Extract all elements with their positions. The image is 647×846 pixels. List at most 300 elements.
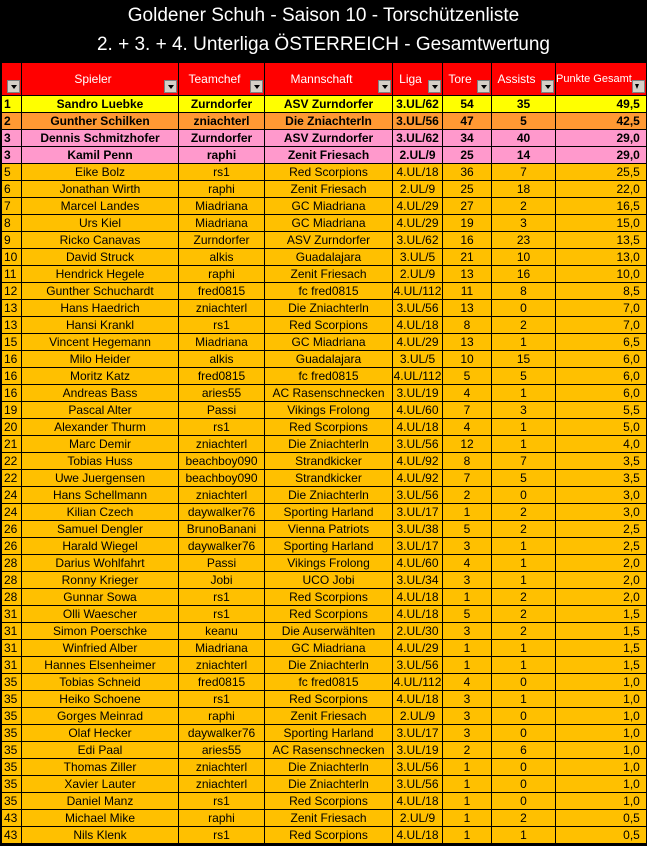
assists-cell: 23: [492, 232, 556, 249]
tore-cell: 1: [443, 657, 492, 674]
table-row: [2, 266, 647, 283]
tore-cell: 8: [443, 317, 492, 334]
assists-cell: 0: [492, 793, 556, 810]
mannschaft-cell: Red Scorpions: [265, 606, 393, 623]
spieler-cell: Heiko Schoene: [22, 691, 179, 708]
table-row: [2, 215, 647, 232]
punkte-cell: 1,5: [556, 623, 647, 640]
mannschaft-cell: Die Auserwählten: [265, 623, 393, 640]
spieler-cell: Nils Klenk: [22, 827, 179, 844]
mannschaft-cell: GC Miadriana: [265, 640, 393, 657]
rank-cell: 5: [2, 164, 22, 181]
punkte-cell: 3,0: [556, 487, 647, 504]
punkte-cell: 6,5: [556, 334, 647, 351]
punkte-cell: 2,0: [556, 555, 647, 572]
table-row: [2, 793, 647, 810]
liga-cell: 4.UL/18: [393, 691, 443, 708]
mannschaft-cell: Red Scorpions: [265, 419, 393, 436]
assists-cell: 1: [492, 334, 556, 351]
rank-cell: 43: [2, 810, 22, 827]
tore-cell: 4: [443, 555, 492, 572]
table-row: [2, 249, 647, 266]
rank-cell: 16: [2, 351, 22, 368]
assists-cell: 1: [492, 657, 556, 674]
teamchef-cell: beachboy090: [179, 470, 265, 487]
teamchef-cell: zniachterl: [179, 487, 265, 504]
mannschaft-cell: Zenit Friesach: [265, 147, 393, 164]
rank-cell: 35: [2, 776, 22, 793]
teamchef-cell: Passi: [179, 402, 265, 419]
mannschaft-cell: fc fred0815: [265, 368, 393, 385]
punkte-cell: 15,0: [556, 215, 647, 232]
table-row: [2, 385, 647, 402]
mannschaft-cell: Guadalajara: [265, 249, 393, 266]
rank-cell: 16: [2, 385, 22, 402]
tore-cell: 4: [443, 674, 492, 691]
liga-cell: 4.UL/18: [393, 827, 443, 844]
spieler-cell: Hans Haedrich: [22, 300, 179, 317]
rank-cell: 43: [2, 827, 22, 844]
rank-cell: 28: [2, 555, 22, 572]
spieler-cell: Hans Schellmann: [22, 487, 179, 504]
liga-cell: 4.UL/92: [393, 470, 443, 487]
teamchef-cell: zniachterl: [179, 759, 265, 776]
tore-cell: 3: [443, 708, 492, 725]
punkte-cell: 1,0: [556, 776, 647, 793]
table-row: [2, 96, 647, 113]
liga-cell: 3.UL/56: [393, 113, 443, 130]
liga-cell: 2.UL/30: [393, 623, 443, 640]
filter-dropdown-icon[interactable]: [541, 80, 554, 93]
assists-cell: 1: [492, 572, 556, 589]
assists-cell: 0: [492, 759, 556, 776]
mannschaft-cell: Zenit Friesach: [265, 181, 393, 198]
teamchef-cell: daywalker76: [179, 725, 265, 742]
mannschaft-cell: Red Scorpions: [265, 164, 393, 181]
header-mannschaft: Mannschaft: [265, 63, 393, 96]
tore-cell: 1: [443, 776, 492, 793]
tore-cell: 1: [443, 810, 492, 827]
tore-cell: 1: [443, 793, 492, 810]
teamchef-cell: raphi: [179, 810, 265, 827]
teamchef-cell: zniachterl: [179, 300, 265, 317]
rank-cell: 3: [2, 147, 22, 164]
mannschaft-cell: Vikings Frolong: [265, 555, 393, 572]
liga-cell: 4.UL/29: [393, 640, 443, 657]
rank-cell: 28: [2, 589, 22, 606]
rank-cell: 22: [2, 470, 22, 487]
teamchef-cell: raphi: [179, 147, 265, 164]
filter-dropdown-icon[interactable]: [477, 80, 490, 93]
spieler-cell: Kamil Penn: [22, 147, 179, 164]
liga-cell: 4.UL/60: [393, 402, 443, 419]
tore-cell: 19: [443, 215, 492, 232]
table-row: [2, 113, 647, 130]
table-row: [2, 827, 647, 844]
header-rank: [2, 63, 22, 96]
assists-cell: 0: [492, 776, 556, 793]
punkte-cell: 1,0: [556, 708, 647, 725]
assists-cell: 1: [492, 419, 556, 436]
liga-cell: 3.UL/62: [393, 130, 443, 147]
liga-cell: 4.UL/29: [393, 334, 443, 351]
mannschaft-cell: GC Miadriana: [265, 215, 393, 232]
assists-cell: 1: [492, 691, 556, 708]
mannschaft-cell: Guadalajara: [265, 351, 393, 368]
mannschaft-cell: Die Zniachterln: [265, 300, 393, 317]
table-row: [2, 606, 647, 623]
liga-cell: 3.UL/38: [393, 521, 443, 538]
mannschaft-cell: Sporting Harland: [265, 504, 393, 521]
mannschaft-cell: fc fred0815: [265, 674, 393, 691]
tore-cell: 1: [443, 589, 492, 606]
header-liga: Liga: [393, 63, 443, 96]
assists-cell: 0: [492, 725, 556, 742]
mannschaft-cell: AC Rasenschnecken: [265, 742, 393, 759]
punkte-cell: 2,5: [556, 538, 647, 555]
mannschaft-cell: fc fred0815: [265, 283, 393, 300]
assists-cell: 1: [492, 640, 556, 657]
mannschaft-cell: Zenit Friesach: [265, 708, 393, 725]
tore-cell: 7: [443, 402, 492, 419]
spieler-cell: Michael Mike: [22, 810, 179, 827]
rank-cell: 12: [2, 283, 22, 300]
filter-dropdown-icon[interactable]: [428, 80, 441, 93]
mannschaft-cell: UCO Jobi: [265, 572, 393, 589]
liga-cell: 4.UL/18: [393, 317, 443, 334]
filter-dropdown-icon[interactable]: [164, 80, 177, 93]
table-row: [2, 504, 647, 521]
assists-cell: 1: [492, 555, 556, 572]
teamchef-cell: daywalker76: [179, 538, 265, 555]
rank-cell: 35: [2, 674, 22, 691]
punkte-cell: 49,5: [556, 96, 647, 113]
punkte-cell: 29,0: [556, 130, 647, 147]
rank-cell: 31: [2, 640, 22, 657]
spieler-cell: Vincent Hegemann: [22, 334, 179, 351]
assists-cell: 2: [492, 589, 556, 606]
tore-cell: 2: [443, 742, 492, 759]
filter-dropdown-icon[interactable]: [378, 80, 391, 93]
teamchef-cell: Zurndorfer: [179, 232, 265, 249]
liga-cell: 3.UL/5: [393, 351, 443, 368]
tore-cell: 7: [443, 470, 492, 487]
assists-cell: 5: [492, 113, 556, 130]
rank-cell: 31: [2, 606, 22, 623]
table-row: [2, 351, 647, 368]
teamchef-cell: Miadriana: [179, 215, 265, 232]
table-row: [2, 555, 647, 572]
mannschaft-cell: Zenit Friesach: [265, 266, 393, 283]
assists-cell: 2: [492, 521, 556, 538]
table-row: [2, 334, 647, 351]
punkte-cell: 2,5: [556, 521, 647, 538]
mannschaft-cell: Strandkicker: [265, 453, 393, 470]
rank-cell: 19: [2, 402, 22, 419]
punkte-cell: 1,5: [556, 606, 647, 623]
table-row: [2, 657, 647, 674]
liga-cell: 3.UL/56: [393, 436, 443, 453]
table-row: [2, 453, 647, 470]
table-row: [2, 181, 647, 198]
assists-cell: 10: [492, 249, 556, 266]
assists-cell: 2: [492, 317, 556, 334]
teamchef-cell: Zurndorfer: [179, 130, 265, 147]
punkte-cell: 0,5: [556, 827, 647, 844]
rank-cell: 24: [2, 504, 22, 521]
punkte-cell: 2,0: [556, 589, 647, 606]
rank-cell: 15: [2, 334, 22, 351]
punkte-cell: 16,5: [556, 198, 647, 215]
liga-cell: 3.UL/19: [393, 385, 443, 402]
mannschaft-cell: Sporting Harland: [265, 538, 393, 555]
liga-cell: 3.UL/17: [393, 504, 443, 521]
punkte-cell: 1,5: [556, 640, 647, 657]
assists-cell: 35: [492, 96, 556, 113]
spieler-cell: Jonathan Wirth: [22, 181, 179, 198]
header-punkte-gesamt: Punkte Gesamt: [556, 63, 647, 96]
liga-cell: 3.UL/56: [393, 759, 443, 776]
mannschaft-cell: Vikings Frolong: [265, 402, 393, 419]
spieler-cell: Edi Paal: [22, 742, 179, 759]
liga-cell: 3.UL/34: [393, 572, 443, 589]
mannschaft-cell: Strandkicker: [265, 470, 393, 487]
rank-cell: 8: [2, 215, 22, 232]
spieler-cell: Moritz Katz: [22, 368, 179, 385]
punkte-cell: 8,5: [556, 283, 647, 300]
table-row: [2, 691, 647, 708]
assists-cell: 0: [492, 300, 556, 317]
mannschaft-cell: Die Zniachterln: [265, 487, 393, 504]
mannschaft-cell: Red Scorpions: [265, 691, 393, 708]
spieler-cell: Ricko Canavas: [22, 232, 179, 249]
liga-cell: 4.UL/112: [393, 284, 442, 298]
assists-cell: 2: [492, 810, 556, 827]
rank-cell: 35: [2, 742, 22, 759]
tore-cell: 1: [443, 759, 492, 776]
punkte-cell: 3,0: [556, 504, 647, 521]
assists-cell: 1: [492, 385, 556, 402]
punkte-cell: 1,0: [556, 674, 647, 691]
punkte-cell: 6,0: [556, 368, 647, 385]
spieler-cell: Eike Bolz: [22, 164, 179, 181]
tore-cell: 12: [443, 436, 492, 453]
mannschaft-cell: Vienna Patriots: [265, 521, 393, 538]
tore-cell: 13: [443, 266, 492, 283]
mannschaft-cell: ASV Zurndorfer: [265, 130, 393, 147]
spieler-cell: Urs Kiel: [22, 215, 179, 232]
punkte-cell: 6,0: [556, 385, 647, 402]
punkte-cell: 3,5: [556, 453, 647, 470]
spieler-cell: Andreas Bass: [22, 385, 179, 402]
assists-cell: 7: [492, 164, 556, 181]
punkte-cell: 25,5: [556, 164, 647, 181]
sort-descending-icon[interactable]: [632, 80, 645, 93]
rank-cell: 28: [2, 572, 22, 589]
teamchef-cell: daywalker76: [179, 504, 265, 521]
filter-dropdown-icon[interactable]: [7, 80, 20, 93]
punkte-cell: 5,5: [556, 402, 647, 419]
rank-cell: 22: [2, 453, 22, 470]
assists-cell: 1: [492, 538, 556, 555]
punkte-cell: 1,0: [556, 759, 647, 776]
table-row: [2, 283, 647, 300]
liga-cell: 3.UL/56: [393, 300, 443, 317]
spieler-cell: Hansi Krankl: [22, 317, 179, 334]
punkte-cell: 29,0: [556, 147, 647, 164]
teamchef-cell: zniachterl: [179, 436, 265, 453]
tore-cell: 4: [443, 419, 492, 436]
assists-cell: 3: [492, 215, 556, 232]
liga-cell: 2.UL/9: [393, 810, 443, 827]
tore-cell: 34: [443, 130, 492, 147]
assists-cell: 2: [492, 623, 556, 640]
rank-cell: 31: [2, 657, 22, 674]
rank-cell: 13: [2, 317, 22, 334]
tore-cell: 3: [443, 538, 492, 555]
liga-cell: 3.UL/62: [393, 232, 443, 249]
tore-cell: 27: [443, 198, 492, 215]
assists-cell: 8: [492, 283, 556, 300]
liga-cell: 4.UL/29: [393, 215, 443, 232]
spieler-cell: Hannes Elsenheimer: [22, 657, 179, 674]
assists-cell: 15: [492, 351, 556, 368]
assists-cell: 14: [492, 147, 556, 164]
spieler-cell: Olli Waescher: [22, 606, 179, 623]
liga-cell: 3.UL/19: [393, 742, 443, 759]
assists-cell: 18: [492, 181, 556, 198]
table-row: [2, 640, 647, 657]
tore-cell: 21: [443, 249, 492, 266]
tore-cell: 36: [443, 164, 492, 181]
spieler-cell: Tobias Schneid: [22, 674, 179, 691]
rank-cell: 24: [2, 487, 22, 504]
spieler-cell: Darius Wohlfahrt: [22, 555, 179, 572]
punkte-cell: 7,0: [556, 317, 647, 334]
table-row: [2, 130, 647, 147]
rank-cell: 35: [2, 759, 22, 776]
table-row: [2, 232, 647, 249]
rank-cell: 1: [2, 96, 22, 113]
punkte-cell: 10,0: [556, 266, 647, 283]
teamchef-cell: rs1: [179, 793, 265, 810]
liga-cell: 3.UL/5: [393, 249, 443, 266]
assists-cell: 40: [492, 130, 556, 147]
spieler-cell: Gunther Schilken: [22, 113, 179, 130]
header-row: [2, 63, 647, 96]
teamchef-cell: raphi: [179, 266, 265, 283]
header-assists: Assists: [492, 63, 556, 96]
mannschaft-cell: Die Zniachterln: [265, 759, 393, 776]
tore-cell: 47: [443, 113, 492, 130]
table-row: [2, 487, 647, 504]
rank-cell: 26: [2, 521, 22, 538]
liga-cell: 4.UL/112: [393, 675, 442, 689]
teamchef-cell: alkis: [179, 249, 265, 266]
punkte-cell: 1,0: [556, 793, 647, 810]
table-row: [2, 674, 647, 691]
tore-cell: 4: [443, 385, 492, 402]
table-row: [2, 300, 647, 317]
punkte-cell: 22,0: [556, 181, 647, 198]
scorer-table: [1, 62, 647, 844]
spieler-cell: Olaf Hecker: [22, 725, 179, 742]
table-row: [2, 402, 647, 419]
mannschaft-cell: Die Zniachterln: [265, 113, 393, 130]
spieler-cell: Daniel Manz: [22, 793, 179, 810]
teamchef-cell: fred0815: [179, 283, 265, 300]
table-row: [2, 623, 647, 640]
rank-cell: 31: [2, 623, 22, 640]
teamchef-cell: fred0815: [179, 674, 265, 691]
spieler-cell: Marc Demir: [22, 436, 179, 453]
teamchef-cell: alkis: [179, 351, 265, 368]
table-row: [2, 419, 647, 436]
assists-cell: 2: [492, 198, 556, 215]
punkte-cell: 7,0: [556, 300, 647, 317]
spieler-cell: Samuel Dengler: [22, 521, 179, 538]
punkte-cell: 13,0: [556, 249, 647, 266]
table-row: [2, 521, 647, 538]
spieler-cell: Pascal Alter: [22, 402, 179, 419]
assists-cell: 5: [492, 368, 556, 385]
rank-cell: 26: [2, 538, 22, 555]
teamchef-cell: zniachterl: [179, 113, 265, 130]
spieler-cell: Tobias Huss: [22, 453, 179, 470]
teamchef-cell: rs1: [179, 589, 265, 606]
table-row: [2, 776, 647, 793]
teamchef-cell: rs1: [179, 317, 265, 334]
spieler-cell: Harald Wiegel: [22, 538, 179, 555]
mannschaft-cell: Die Zniachterln: [265, 657, 393, 674]
assists-cell: 3: [492, 402, 556, 419]
teamchef-cell: Miadriana: [179, 640, 265, 657]
liga-cell: 2.UL/9: [393, 181, 443, 198]
teamchef-cell: BrunoBanani: [179, 521, 265, 538]
tore-cell: 3: [443, 725, 492, 742]
liga-cell: 4.UL/18: [393, 419, 443, 436]
rank-cell: 13: [2, 300, 22, 317]
table-row: [2, 147, 647, 164]
teamchef-cell: fred0815: [179, 368, 265, 385]
table-row: [2, 810, 647, 827]
punkte-cell: 13,5: [556, 232, 647, 249]
spieler-cell: Dennis Schmitzhofer: [22, 130, 179, 147]
teamchef-cell: Passi: [179, 555, 265, 572]
spieler-cell: Sandro Luebke: [22, 96, 179, 113]
mannschaft-cell: AC Rasenschnecken: [265, 385, 393, 402]
table-row: [2, 198, 647, 215]
filter-dropdown-icon[interactable]: [250, 80, 263, 93]
assists-cell: 16: [492, 266, 556, 283]
header-tore: Tore: [443, 63, 492, 96]
liga-cell: 4.UL/60: [393, 555, 443, 572]
mannschaft-cell: GC Miadriana: [265, 334, 393, 351]
teamchef-cell: raphi: [179, 181, 265, 198]
rank-cell: 35: [2, 691, 22, 708]
liga-cell: 2.UL/9: [393, 147, 443, 164]
mannschaft-cell: Red Scorpions: [265, 317, 393, 334]
rank-cell: 35: [2, 793, 22, 810]
teamchef-cell: zniachterl: [179, 657, 265, 674]
punkte-cell: 1,0: [556, 725, 647, 742]
assists-cell: 2: [492, 504, 556, 521]
table-row: [2, 436, 647, 453]
punkte-cell: 6,0: [556, 351, 647, 368]
teamchef-cell: rs1: [179, 691, 265, 708]
header-spieler: Spieler: [22, 63, 179, 96]
teamchef-cell: zniachterl: [179, 776, 265, 793]
